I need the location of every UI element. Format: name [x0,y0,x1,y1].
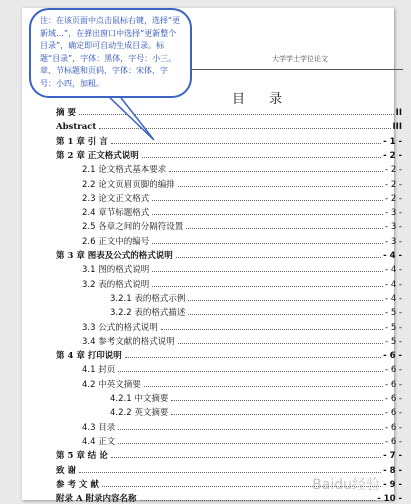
toc-entry-label: 2.4 章节标题格式 [82,208,150,219]
toc-entry[interactable] [56,361,402,375]
toc-entry[interactable] [56,233,402,247]
toc-entry[interactable] [56,147,402,161]
toc-entry[interactable] [56,190,402,204]
toc-entry-label: 3.2.1 表的格式示例 [110,293,186,304]
toc-entry-label: 4.1 封页 [82,365,116,376]
toc-leader-dots [188,300,383,301]
toc-leader-dots [169,171,383,172]
toc-entry-page: - 2 - [385,165,402,176]
toc-entry[interactable] [56,390,402,404]
toc-entry-label: 2.2 论文页眉页脚的编排 [82,179,175,190]
toc-entry-page: - 5 - [385,336,402,347]
toc-entry[interactable] [56,290,402,304]
toc-entry-page: II [395,108,402,118]
toc-entry-page: - 6 - [383,351,402,362]
toc-leader-dots [118,443,383,444]
toc-entry[interactable] [56,376,402,390]
toc-entry-page: - 2 - [383,150,402,161]
toc-leader-dots [171,414,383,415]
toc-leader-dots [111,143,381,144]
toc-entry[interactable] [56,333,402,347]
toc-entry-label: 2.6 正文中的编号 [82,236,150,247]
toc-entry-label: 3.1 图的格式说明 [82,265,150,276]
toc-entry[interactable] [56,261,402,275]
toc-entry[interactable] [56,347,402,361]
toc-leader-dots [118,429,383,430]
toc-entry-label: 3.2 表的格式说明 [82,279,150,290]
toc-leader-dots [125,357,381,358]
toc-entry-label: 附录 A 附录内容名称 [56,494,137,504]
toc-leader-dots [142,157,381,158]
toc-leader-dots [152,200,383,201]
callout-text: 注：在该页面中点击鼠标右键，选择“更新域…”，在弹出窗口中选择“更新整个目录”，确定即可自动生成目录。标题“目录”，字体：黑体，字号：小三。章、节标题和页码，字体：宋体，字号：小四，加粗。 [40,16,181,88]
toc-entry-label: 第 2 章 正文格式说明 [56,150,139,161]
toc-entry-page: - 6 - [385,422,402,433]
page-header: 大学学士学位论文 [272,55,328,63]
toc-leader-dots [144,386,383,387]
toc-entry-page: - 3 - [385,222,402,233]
toc-entry-page: - 7 - [383,451,402,462]
toc-entry[interactable] [56,419,402,433]
toc-entry-label: 第 3 章 图表及公式的格式说明 [56,251,173,261]
toc-leader-dots [171,400,383,401]
toc-entry-label: 3.4 参考文献的格式说明 [82,336,175,347]
toc-leader-dots [176,257,381,258]
toc-entry-page: - 6 - [385,436,402,447]
toc-entry-page: - 6 - [385,365,402,376]
toc-entry-page: - 3 - [385,236,402,247]
toc-leader-dots [188,314,383,315]
toc-leader-dots [140,500,376,501]
toc-entry-page: - 1 - [383,136,402,147]
toc-entry-label: 3.2.2 表的格式描述 [110,308,186,319]
callout-note [29,8,192,98]
toc-entry[interactable] [56,161,402,175]
toc-entry-page: - 5 - [385,308,402,319]
toc-entry-label: 4.2 中英文摘要 [82,379,141,390]
toc-entry[interactable] [56,319,402,333]
toc-entry-label: 2.5 各章之间的分隔符设置 [82,222,184,233]
toc-leader-dots [152,214,383,215]
toc-entry-label: 第 4 章 打印说明 [56,351,122,362]
toc-entry-label: 摘 要 [56,108,76,118]
toc-entry-page: - 4 - [385,293,402,304]
toc-entry-page: - 4 - [383,251,402,261]
toc-entry-label: 2.1 论文格式基本要求 [82,165,167,176]
toc-entry-page: - 6 - [385,408,402,419]
toc-entry-page: - 2 - [385,193,402,204]
toc-entry-label: 致 谢 [56,465,76,476]
toc-entry[interactable] [56,304,402,318]
toc-entry-label: 4.2.1 中文摘要 [110,394,169,404]
toc-entry-page: - 6 - [385,379,402,390]
toc-entry-page: III [392,122,402,133]
toc-leader-dots [118,371,383,372]
toc-entry-label: 第 1 章 引 言 [56,136,108,147]
toc-entry-label: 4.3 目录 [82,422,116,433]
toc-leader-dots [111,457,381,458]
toc-entry[interactable] [56,276,402,290]
callout-pointer [100,94,158,142]
toc-entry-page: - 8 - [383,465,402,476]
toc-leader-dots [161,329,383,330]
toc-entry[interactable] [56,447,402,461]
toc-entry-page: - 2 - [385,179,402,190]
toc-entry-page: - 5 - [385,322,402,333]
toc-entry[interactable] [56,404,402,418]
toc-entry-label: 参 考 文 献 [56,479,99,490]
toc-entry-page: - 10 - [377,494,402,504]
toc-entry-page: - 6 - [385,394,402,404]
toc-entry[interactable] [56,204,402,218]
toc-entry-page: - 9 - [383,479,402,490]
toc-entry-label: 2.3 论文正文格式 [82,193,150,204]
toc-leader-dots [186,228,383,229]
toc-leader-dots [79,472,381,473]
watermark: Baidu经验 [312,477,380,493]
toc-entry-label: 4.2.2 英文摘要 [110,408,169,419]
toc-entry[interactable] [56,247,402,261]
toc-entry-page: - 3 - [385,208,402,219]
toc-leader-dots [178,343,383,344]
toc-entry-label: 第 5 章 结 论 [56,451,108,462]
toc-entry-page: - 4 - [385,279,402,290]
toc-entry-label: Abstract [56,122,97,133]
toc-title: 目 录 [232,92,293,107]
toc-entry-label: 3.3 公式的格式说明 [82,322,158,333]
toc-leader-dots [178,186,383,187]
toc-entry[interactable] [56,176,402,190]
toc-leader-dots [152,271,383,272]
toc-leader-dots [152,286,383,287]
toc-entry[interactable] [56,218,402,232]
toc-entry[interactable] [56,433,402,447]
toc-entry-label: 4.4 正文 [82,436,116,447]
toc-leader-dots [152,243,383,244]
toc-entry-page: - 4 - [385,265,402,276]
